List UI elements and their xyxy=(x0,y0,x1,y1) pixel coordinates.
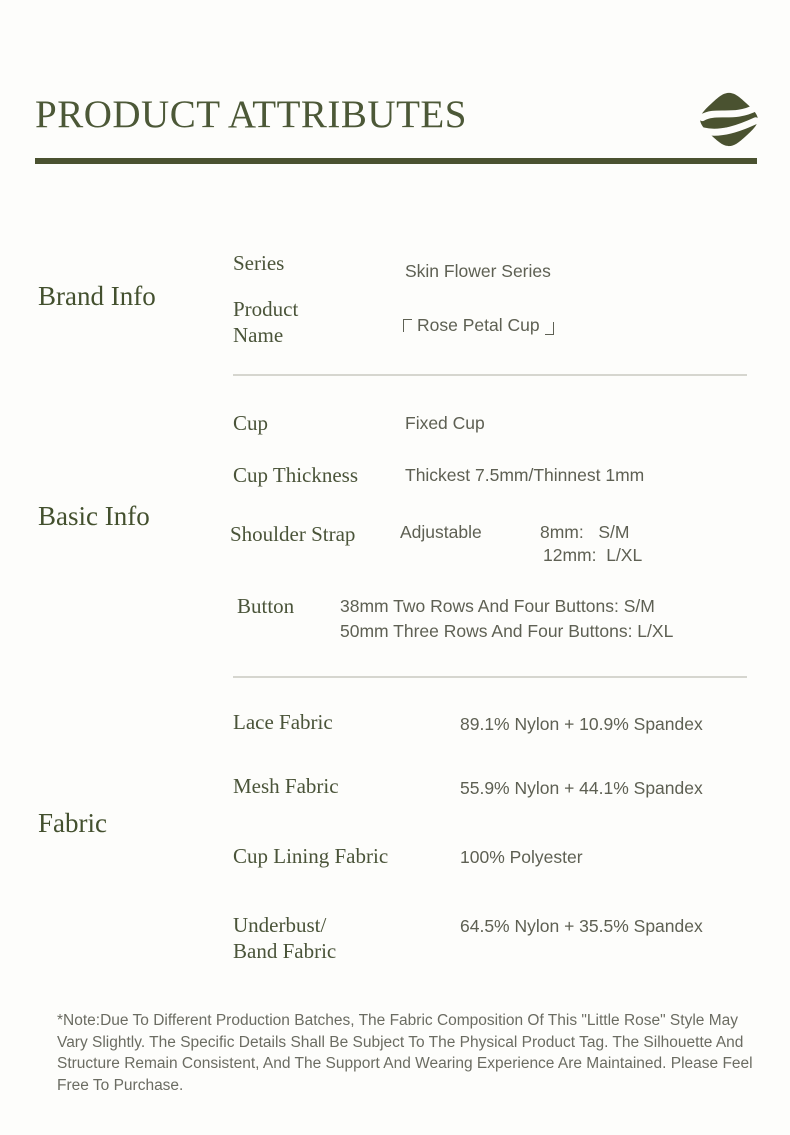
row-label-cup-lining-fabric: Cup Lining Fabric xyxy=(233,844,389,868)
corner-bracket-close-icon xyxy=(545,322,554,335)
corner-bracket-open-icon xyxy=(403,319,412,332)
brand-logo-icon xyxy=(698,91,760,148)
section-heading-brand-info: Brand Info xyxy=(38,281,156,311)
row-value-button-sm: 38mm Two Rows And Four Buttons: S/M xyxy=(340,596,655,616)
row-label-cup-thickness: Cup Thickness xyxy=(233,463,359,487)
row-value-cup-lining-fabric: 100% Polyester xyxy=(460,847,583,867)
row-value-product-name: Rose Petal Cup xyxy=(403,313,554,338)
row-value-underbust-band-fabric: 64.5% Nylon + 35.5% Spandex xyxy=(460,916,703,936)
row-value-series: Skin Flower Series xyxy=(405,261,551,281)
row-value-mesh-fabric: 55.9% Nylon + 44.1% Spandex xyxy=(460,778,703,798)
row-value-strap-size-sm: 8mm: S/M xyxy=(540,522,630,542)
row-label-series: Series xyxy=(233,251,285,275)
row-label-underbust-band-fabric: Underbust/ Band Fabric xyxy=(233,913,337,963)
row-label-button: Button xyxy=(237,594,295,618)
row-value-shoulder-strap: Adjustable xyxy=(400,522,482,542)
row-value-lace-fabric: 89.1% Nylon + 10.9% Spandex xyxy=(460,714,703,734)
section-divider xyxy=(233,676,747,678)
page-title: PRODUCT ATTRIBUTES xyxy=(35,93,467,136)
row-value-cup-thickness: Thickest 7.5mm/Thinnest 1mm xyxy=(405,465,645,485)
title-rule xyxy=(35,158,757,164)
row-value-cup: Fixed Cup xyxy=(405,413,485,433)
section-heading-fabric: Fabric xyxy=(38,808,107,838)
section-divider xyxy=(233,374,747,376)
row-value-strap-size-lxl: 12mm: L/XL xyxy=(543,545,643,565)
row-label-shoulder-strap: Shoulder Strap xyxy=(230,522,356,546)
row-value-button-lxl: 50mm Three Rows And Four Buttons: L/XL xyxy=(340,621,674,641)
row-label-lace-fabric: Lace Fabric xyxy=(233,710,333,734)
note-text: *Note:Due To Different Production Batches, The Fabric Composition Of This "Little Rose" Style May Vary Slightly. The Specific Details Shall Be Subject To The Physical Product Tag. The Silhouette And Structure Remain Consistent, And The Support And Wearing Experience Are Maintained. Please Feel Free To Purchase. xyxy=(57,1012,753,1094)
row-label-product-name: Product Name xyxy=(233,297,299,347)
section-heading-basic-info: Basic Info xyxy=(38,501,150,531)
row-label-mesh-fabric: Mesh Fabric xyxy=(233,774,339,798)
row-label-cup: Cup xyxy=(233,411,269,435)
